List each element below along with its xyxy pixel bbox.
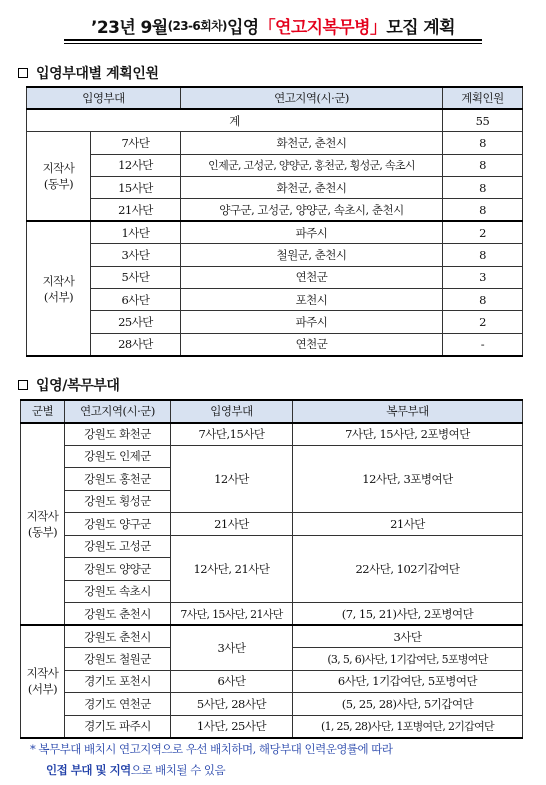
table-row: 강원도 횡성군	[21, 490, 523, 513]
branch-west: 지작사 (서부)	[21, 625, 65, 738]
branch-east: 지작사 (동부)	[21, 423, 65, 626]
total-label: 계	[27, 109, 443, 131]
title-underline-thin	[64, 43, 482, 44]
asterisk-icon: *	[30, 742, 36, 756]
group-west: 지작사 (서부)	[27, 221, 91, 355]
service-table	[20, 399, 523, 739]
service-table-header	[21, 400, 523, 423]
header-region: 연고지역(시·군)	[181, 87, 443, 109]
table-row: 지작사 (동부) 7사단 화천군, 춘천시 8	[27, 132, 523, 154]
table-row: 5사단 연천군 3	[27, 266, 523, 288]
table-row: 경기도 연천군 5사단, 28사단 (5, 25, 28)사단, 5기갑여단	[21, 693, 523, 716]
footnote-line1: * 복무부대 배치시 연고지역으로 우선 배치하며, 해당부대 인력운영률에 따라	[30, 742, 393, 756]
table-row: 6사단 포천시 8	[27, 289, 523, 311]
footnote-line2: 인접 부대 및 지역으로 배치될 수 있음	[46, 763, 226, 777]
table-row: 지작사 (동부) 강원도 화천군 7사단,15사단 7사단, 15사단, 2포병여단	[21, 423, 523, 446]
table-row: 경기도 포천시 6사단 6사단, 1기갑여단, 5포병여단	[21, 670, 523, 693]
table-row: 15사단 화천군, 춘천시 8	[27, 177, 523, 199]
checkbox-square-icon	[18, 380, 28, 390]
title-entry: 입영	[226, 17, 259, 38]
section1-heading: 입영부대별 계획인원	[18, 63, 159, 83]
table-row: 강원도 인제군 12사단 12사단, 3포병여단	[21, 445, 523, 468]
title-program: 「연고지복무병」	[258, 17, 387, 38]
plan-table-header	[27, 87, 523, 109]
table-row: 3사단 철원군, 춘천시 8	[27, 244, 523, 266]
title-underline	[64, 39, 482, 41]
table-row: 강원도 양양군	[21, 558, 523, 581]
header-planned: 계획인원	[443, 87, 523, 109]
table-row: 강원도 고성군 12사단, 21사단 22사단, 102기갑여단	[21, 535, 523, 558]
header-entry-unit: 입영부대	[27, 87, 181, 109]
table-row: 강원도 춘천시 7사단, 15사단, 21사단 (7, 15, 21)사단, 2포병여단	[21, 603, 523, 626]
header-entry-unit: 입영부대	[171, 400, 293, 423]
total-row	[27, 109, 523, 131]
table-row: 28사단 연천군 -	[27, 333, 523, 355]
table-row: 지작사 (서부) 강원도 춘천시 3사단 3사단	[21, 625, 523, 648]
title-plan: 모집 계획	[386, 17, 455, 38]
table-row: 강원도 속초시	[21, 580, 523, 603]
table-row: 지작사 (서부) 1사단 파주시 2	[27, 221, 523, 243]
plan-table	[26, 86, 523, 357]
page-title	[70, 10, 476, 40]
table-row: 강원도 홍천군	[21, 468, 523, 491]
header-branch: 군별	[21, 400, 65, 423]
title-date: ’23년 9월	[91, 17, 168, 38]
header-service-unit: 복무부대	[293, 400, 523, 423]
section2-heading: 입영/복무부대	[18, 375, 119, 395]
checkbox-square-icon	[18, 68, 28, 78]
table-row: 21사단 양구군, 고성군, 양양군, 속초시, 춘천시 8	[27, 199, 523, 221]
title-round: (23-6회차)	[167, 18, 227, 33]
header-region: 연고지역(시·군)	[65, 400, 171, 423]
table-row: 25사단 파주시 2	[27, 311, 523, 333]
table-row: 12사단 인제군, 고성군, 양양군, 홍천군, 횡성군, 속초시 8	[27, 154, 523, 176]
group-east: 지작사 (동부)	[27, 132, 91, 222]
table-row: 강원도 철원군 (3, 5, 6)사단, 1기갑여단, 5포병여단	[21, 648, 523, 671]
total-value: 55	[443, 109, 523, 131]
table-row: 경기도 파주시 1사단, 25사단 (1, 25, 28)사단, 1포병여단, 2기갑여단	[21, 715, 523, 738]
table-row: 강원도 양구군 21사단 21사단	[21, 513, 523, 536]
